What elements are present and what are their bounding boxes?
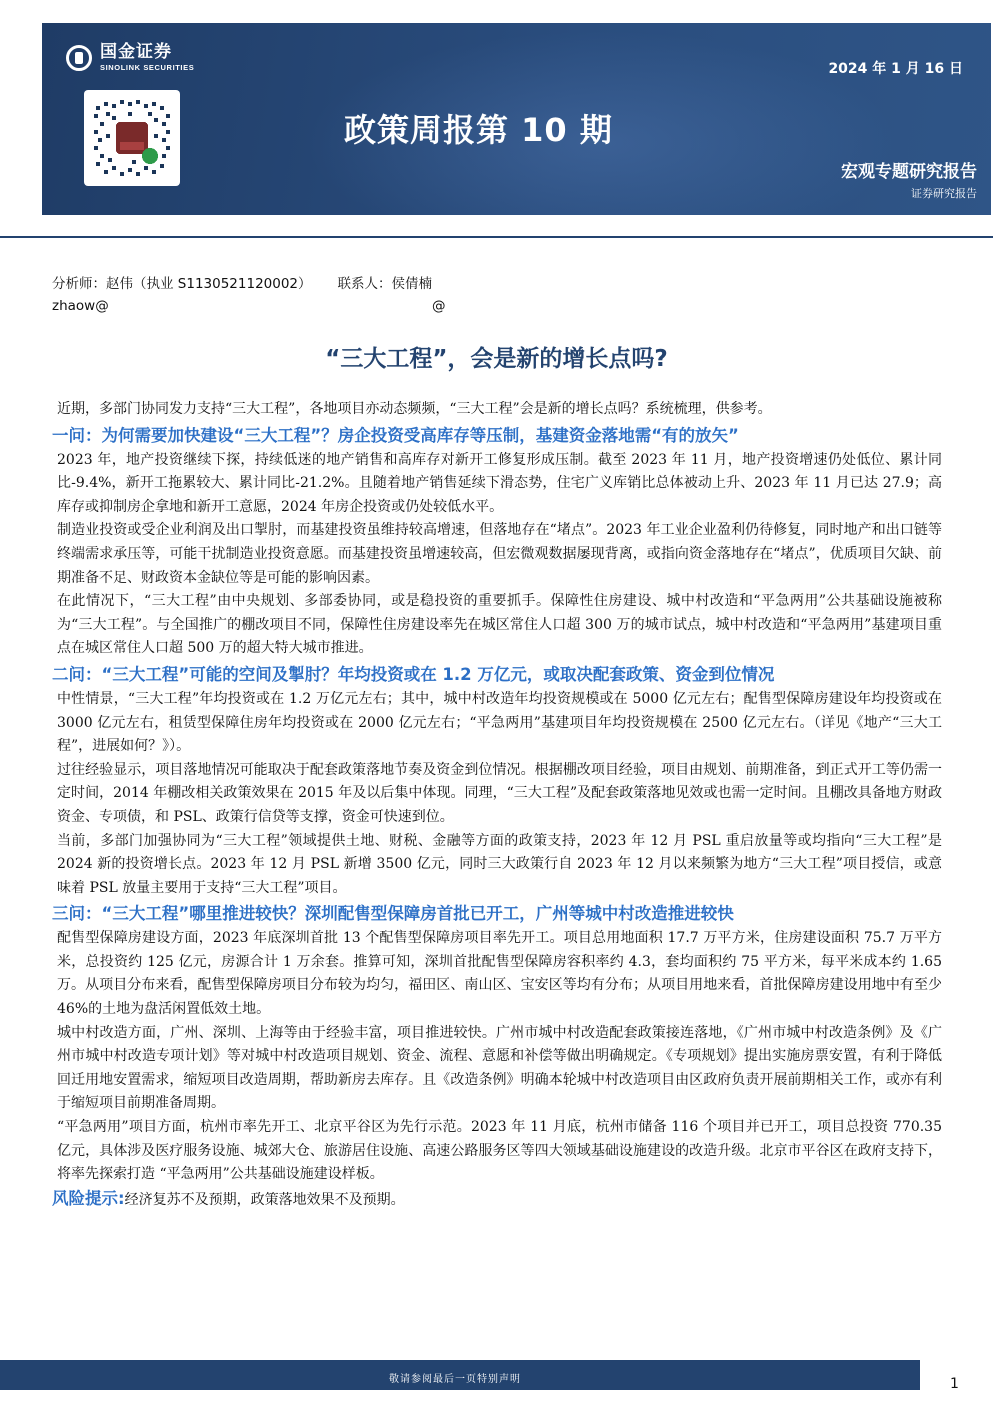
- section-heading-q1: 一问：为何需要加快建设“三大工程”？房企投资受高库存等压制，基建资金落地需“有的放矢”: [52, 425, 739, 445]
- paragraph: 当前，多部门加强协同为“三大工程”领域提供土地、财税、金融等方面的政策支持，2023 年 12 月 PSL 重启放量等或均指向“三大工程”是 2024 新的投资增长点。2023 年 12 月 PSL 新增 3500 亿元，同时三大政策行自 2023 年 12 月以来频繁为地方“三大工程”项目授信，或意味着 PSL 放量主要用于支持“三大工程”项目。: [57, 832, 942, 896]
- qr-code-icon: [84, 90, 180, 186]
- logo-chinese-name: 国金证券: [100, 42, 172, 62]
- section-heading-q2: 二问：“三大工程”可能的空间及掣肘？年均投资或在 1.2 万亿元，或取决配套政策、资金到位情况: [52, 664, 775, 684]
- paragraph: “平急两用”项目方面，杭州市率先开工、北京平谷区为先行示范。2023 年 11 月底，杭州市储备 116 个项目并已开工，项目总投资 770.35 亿元，具体涉及医疗服务设施、城郊大仓、旅游居住设施、高速公路服务区等四大领域基础设施建设的改造升级。北京市平谷区在政府支持下，将率先探索打造 “平急两用”公共基础设施建设样板。: [57, 1119, 942, 1183]
- analyst-info: [52, 273, 446, 317]
- disclaimer-note: 敬请参阅最后一页特别声明: [389, 1374, 521, 1385]
- report-title: 政策周报第 10 期: [344, 111, 613, 149]
- logo-english-name: SINOLINK SECURITIES: [100, 63, 195, 72]
- risk-warning: [52, 1187, 942, 1212]
- contact-email[interactable]: @: [432, 298, 446, 314]
- banner-divider: [0, 236, 993, 238]
- page-number: 1: [950, 1376, 959, 1392]
- paragraph: 2023 年，地产投资继续下探，持续低迷的地产销售和高库存对新开工修复形成压制。截至 2023 年 11 月，地产投资增速仍处低位、累计同比-9.4%，新开工拖累较大、累计同比-21.2%。且随着地产销售延续下滑态势，住宅广义库销比总体被动上升、2023 年 11 月已达 27.9；高库存或抑制房企拿地和新开工意愿，2024 年房企投资或仍处较低水平。: [57, 451, 942, 515]
- paragraph: 城中村改造方面，广州、深圳、上海等由于经验丰富，项目推进较快。广州市城中村改造配套政策接连落地，《广州市城中村改造条例》及《广州市城中村改造专项计划》等对城中村改造项目规划、资金、流程、意愿和补偿等做出明确规定。《专项规划》提出实施房票安置，有利于降低回迁用地安置需求，缩短项目改造周期，帮助新房去库存。且《改造条例》明确本轮城中村改造项目由区政府负责开展前期相关工作，或亦有利于缩短项目前期准备周期。: [57, 1024, 942, 1112]
- brand-logo: [66, 44, 194, 72]
- paragraph: 在此情况下，“三大工程”由中央规划、多部委协同，或是稳投资的重要抓手。保障性住房建设、城中村改造和“平急两用”公共基础设施被称为“三大工程”。与全国推广的棚改项目不同，保障性住房建设率先在城区常住人口超 300 万的城市试点，城中村改造和“平急两用”基建项目重点在城区常住人口超 500 万的超大特大城市推进。: [57, 593, 942, 657]
- article-body: [52, 398, 942, 1212]
- risk-text: 经济复苏不及预期，政策落地效果不及预期。: [124, 1191, 405, 1208]
- contact-name: 联系人：侯倩楠: [337, 276, 433, 292]
- paragraph: 制造业投资或受企业利润及出口掣肘，而基建投资虽维持较高增速，但落地存在“堵点”。2023 年工业企业盈利仍待修复，同时地产和出口链等终端需求承压等，可能干扰制造业投资意愿。而基建投资虽增速较高，但宏微观数据屡现背离，或指向资金落地存在“堵点”，优质项目欠缺、前期准备不足、财政资本金缺位等是可能的影响因素。: [57, 522, 942, 586]
- paragraph: 中性情景，“三大工程”年均投资或在 1.2 万亿元左右；其中，城中村改造年均投资规模或在 5000 亿元左右；配售型保障房建设年均投资或在 3000 亿元左右，租赁型保障住房年均投资或在 2000 亿元左右；“平急两用”基建项目年均投资规模在 2500 亿元左右。（详见《地产“三大工程”，进展如何？》）。: [57, 690, 942, 755]
- paragraph: 配售型保障房建设方面，2023 年底深圳首批 13 个配售型保障房项目率先开工。项目总用地面积 17.7 万平方米，住房建设面积 75.7 万平方米，总投资约 125 亿元，房源合计 1 万余套。推算可知，深圳首批配售型保障房容积率约 4.3，套均面积约 75 平方米，每平米成本约 1.65 万。从项目分布来看，配售型保障房项目分布较为均匀，福田区、南山区、宝安区等均有分布；从项目用地来看，首批保障房建设用地中有至少 46%的土地为盘活闲置低效土地。: [57, 930, 942, 1018]
- section-heading-q3: 三问：“三大工程”哪里推进较快？深圳配售型保障房首批已开工，广州等城中村改造推进较快: [52, 904, 734, 924]
- report-type: 宏观专题研究报告: [841, 162, 977, 182]
- sinolink-logo-icon: [66, 45, 92, 71]
- report-date: 2024 年 1 月 16 日: [828, 61, 963, 77]
- article-headline: “三大工程”，会是新的增长点吗?: [325, 346, 668, 372]
- analyst-email[interactable]: zhaow@: [52, 298, 109, 314]
- risk-label: 风险提示:: [52, 1188, 125, 1208]
- analyst-name: 分析师：赵伟（执业 S1130521120002）: [52, 276, 312, 292]
- paragraph: 过往经验显示，项目落地情况可能取决于配套政策落地节奏及资金到位情况。根据棚改项目经验，项目由规划、前期准备，到正式开工等仍需一定时间，2014 年棚改相关政策效果在 2015 年及以后集中体现。同理，“三大工程”及配套政策落地见效或也需一定时间。且棚改具备地方财政资金、专项债，和 PSL、政策行信贷等支撑，资金可快速到位。: [57, 761, 942, 825]
- report-category: 证券研究报告: [911, 187, 977, 200]
- intro-paragraph: 近期，多部门协同发力支持“三大工程”，各地项目亦动态频频，“三大工程”会是新的增长点吗？系统梳理，供参考。: [57, 401, 772, 417]
